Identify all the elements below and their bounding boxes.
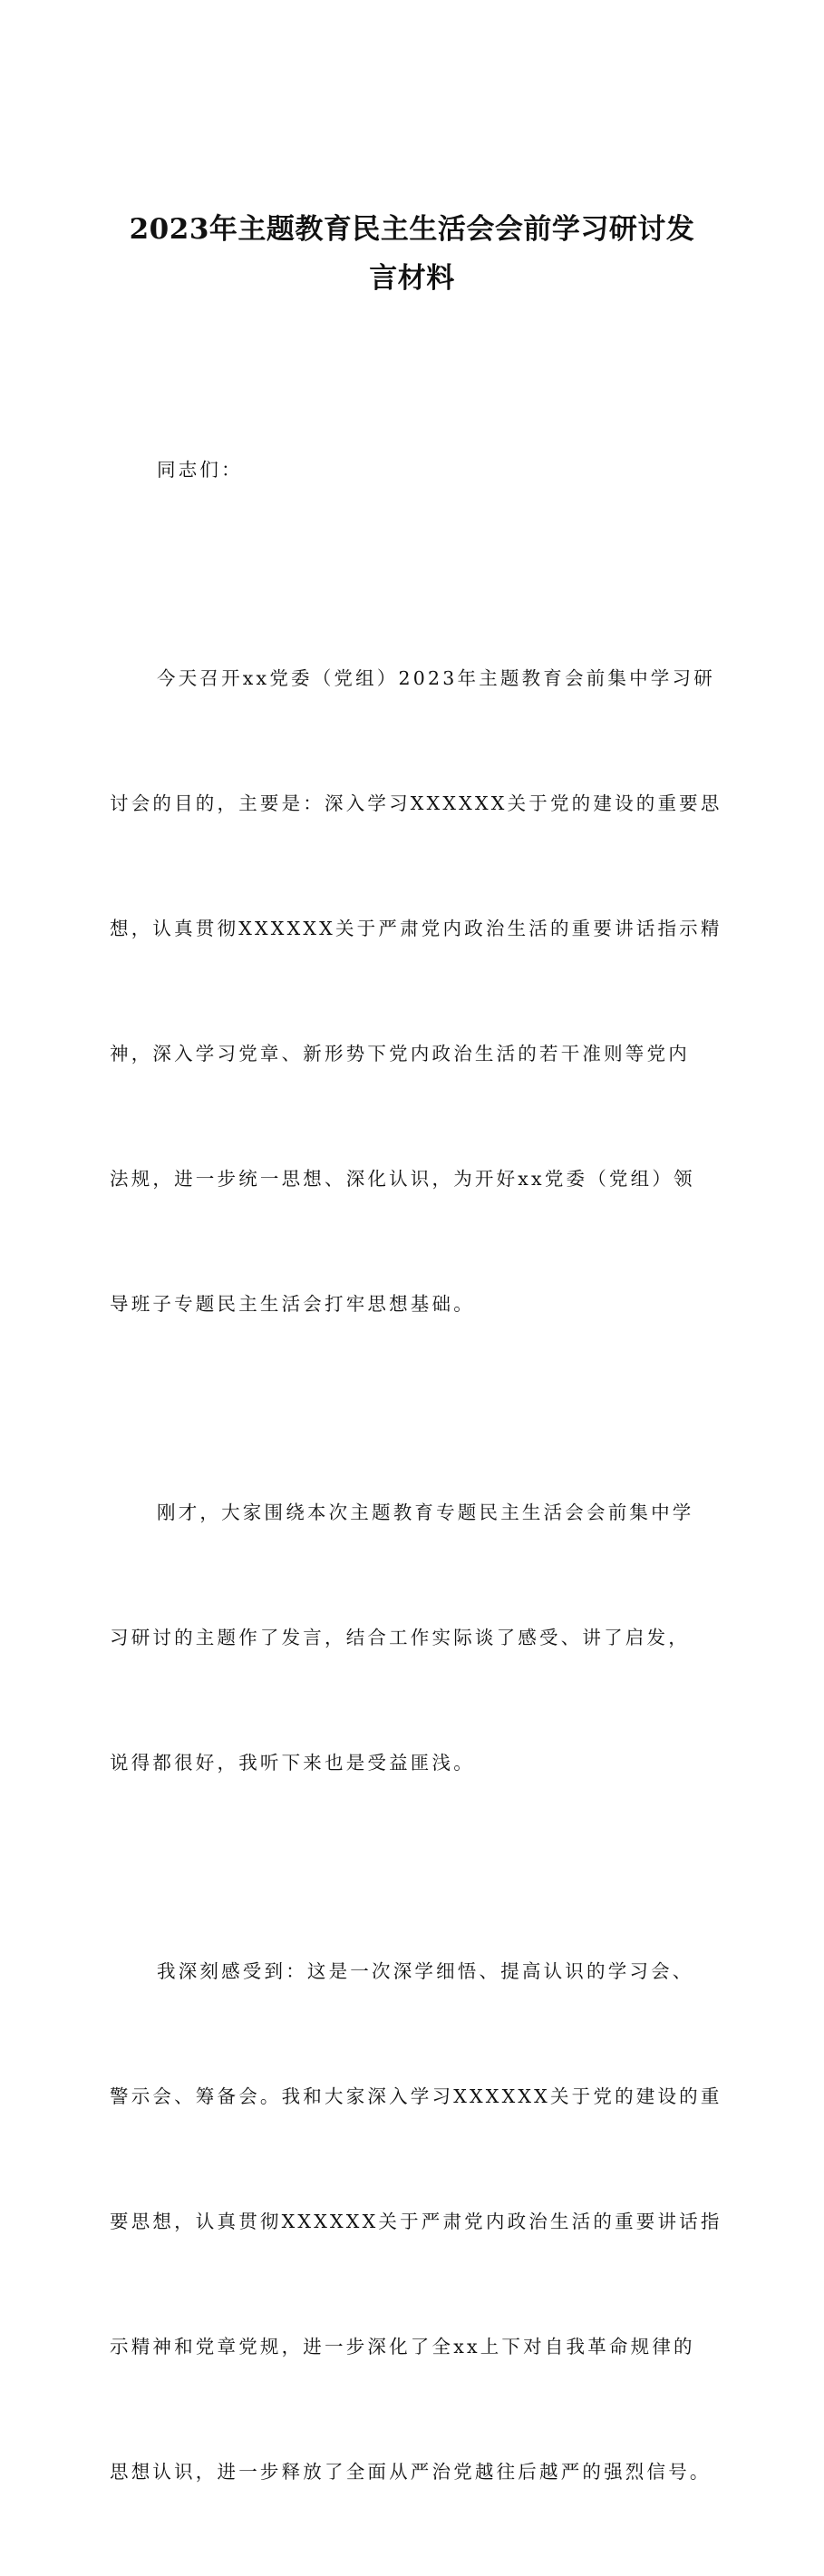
title-line-2: 言材料 bbox=[369, 262, 455, 295]
paragraph-line: 要思想，认真贯彻XXXXXX关于严肃党内政治生活的重要讲话指 bbox=[110, 2211, 722, 2232]
paragraph-1 bbox=[110, 574, 744, 1408]
paragraph-line: 我深刻感受到：这是一次深学细悟、提高认识的学习会、 bbox=[157, 1960, 694, 1982]
paragraph-line: 法规，进一步统一思想、深化认识，为开好xx党委（党组）领 bbox=[110, 1168, 695, 1190]
document-body bbox=[110, 365, 744, 2576]
title-line-1: 2023年主题教育民主生活会会前学习研讨发 bbox=[129, 213, 695, 246]
paragraph-line: 说得都很好，我听下来也是受益匪浅。 bbox=[110, 1752, 475, 1774]
paragraph-line: 示精神和党章党规，进一步深化了全xx上下对自我革命规律的 bbox=[110, 2336, 695, 2357]
paragraph-line: 刚才，大家围绕本次主题教育专题民主生活会会前集中学 bbox=[157, 1502, 694, 1523]
paragraph-2 bbox=[110, 1408, 744, 1867]
paragraph-line: 神，深入学习党章、新形势下党内政治生活的若干准则等党内 bbox=[110, 1043, 690, 1064]
paragraph-line: 警示会、筹备会。我和大家深入学习XXXXXX关于党的建设的重 bbox=[110, 2085, 722, 2107]
document-title bbox=[109, 205, 715, 303]
paragraph-line: 今天召开xx党委（党组）2023年主题教育会前集中学习研 bbox=[157, 667, 715, 689]
paragraph-line: 习研讨的主题作了发言，结合工作实际谈了感受、讲了启发， bbox=[110, 1627, 690, 1648]
paragraph-line: 讨会的目的，主要是：深入学习XXXXXX关于党的建设的重要思 bbox=[110, 792, 722, 814]
paragraph-line: 导班子专题民主生活会打牢思想基础。 bbox=[110, 1293, 475, 1315]
salutation bbox=[110, 365, 744, 574]
paragraph-line: 思想认识，进一步释放了全面从严治党越往后越严的强烈信号。 bbox=[110, 2461, 712, 2483]
paragraph-line: 想，认真贯彻XXXXXX关于严肃党内政治生活的重要讲话指示精 bbox=[110, 918, 722, 939]
salutation-text: 同志们： bbox=[157, 459, 243, 481]
paragraph-3 bbox=[110, 1867, 744, 2576]
